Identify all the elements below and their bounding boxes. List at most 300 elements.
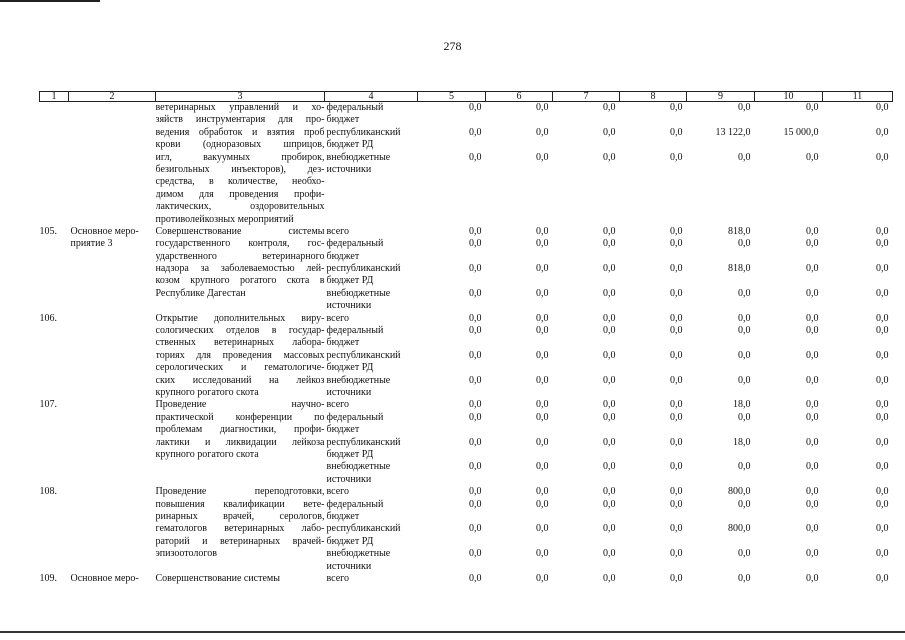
description-line: Проведение переподготовки,: [155, 486, 325, 498]
value-block: [823, 152, 889, 177]
amount-value: 0,0: [469, 523, 482, 535]
value-block: [486, 399, 549, 411]
amount-value: 0,0: [536, 126, 549, 138]
value-block: [620, 375, 683, 400]
header-cell-3: 3: [156, 92, 325, 102]
header-cell-7: 7: [553, 92, 620, 102]
funding-source: [327, 375, 418, 400]
amount-value: 0,0: [536, 436, 549, 448]
value-block: [755, 523, 819, 548]
value-block: [755, 399, 819, 411]
value-block: [486, 548, 549, 573]
description-line: ских исследований на лейкоз: [155, 374, 325, 386]
amount-value: 0,0: [536, 263, 549, 275]
amount-value: 0,0: [536, 498, 549, 510]
amount-value: 0,0: [670, 263, 683, 275]
amount-value: 0,0: [806, 411, 819, 423]
value-block: [823, 263, 889, 288]
amount-value: 0,0: [603, 349, 616, 361]
funding-source-label: внебюджетные: [326, 151, 391, 163]
amount-value: 0,0: [603, 461, 616, 473]
value-block: [823, 548, 889, 573]
amount-value: 0,0: [806, 312, 819, 324]
amount-value: 0,0: [469, 486, 482, 498]
amount-value: 0,0: [670, 287, 683, 299]
activity-description-cell: [156, 486, 325, 573]
amount-value: 0,0: [603, 263, 616, 275]
value-block: [486, 313, 549, 325]
amount-value: 0,0: [876, 374, 889, 386]
header-cell-2: 2: [69, 92, 156, 102]
amount-value: 0,0: [469, 126, 482, 138]
funding-source-label: республиканский: [326, 523, 401, 535]
value-block: [823, 127, 889, 152]
value-block: [755, 238, 819, 263]
value-block: [687, 375, 751, 400]
header-cell-8: 8: [620, 92, 687, 102]
value-block: [620, 461, 683, 486]
value-cell-col-8: [620, 399, 687, 486]
amount-value: 0,0: [806, 486, 819, 498]
description-line: эпизоотологов: [155, 548, 217, 560]
description-line: лактических, оздоровительных: [155, 201, 325, 213]
row-number: 106.: [39, 312, 57, 324]
amount-value: 0,0: [469, 349, 482, 361]
value-block: [620, 399, 683, 411]
amount-value: 0,0: [536, 225, 549, 237]
activity-name-cell: [69, 226, 156, 313]
amount-value: 0,0: [603, 312, 616, 324]
value-cell-col-8: [620, 573, 687, 585]
value-block: [755, 461, 819, 486]
value-cell-col-8: [620, 102, 687, 226]
activity-name-line: Основное меро-: [70, 225, 139, 237]
amount-value: 0,0: [536, 486, 549, 498]
funding-source: [327, 325, 418, 350]
amount-value: 0,0: [670, 548, 683, 560]
value-block: [418, 325, 482, 350]
value-block: [687, 313, 751, 325]
value-block: [418, 437, 482, 462]
description-line: Совершенствование системы: [155, 573, 280, 585]
description-line: сологических отделов в государ-: [155, 325, 325, 337]
value-block: [553, 263, 616, 288]
value-block: [418, 486, 482, 498]
funding-source-label: источники: [326, 163, 372, 175]
value-block: [486, 152, 549, 177]
row-number: 105.: [39, 225, 57, 237]
amount-value: 0,0: [738, 238, 751, 250]
amount-value: 18,0: [733, 399, 751, 411]
amount-value: 0,0: [670, 461, 683, 473]
value-cell-col-10: [755, 573, 823, 585]
funding-source-cell: [325, 486, 418, 573]
amount-value: 0,0: [806, 399, 819, 411]
amount-value: 0,0: [876, 411, 889, 423]
activity-description-cell: [156, 573, 325, 585]
activity-name-cell: [69, 573, 156, 585]
value-cell-col-5: [418, 226, 486, 313]
value-cell-col-9: [687, 226, 755, 313]
description-line: Открытие дополнительных виру-: [155, 312, 325, 324]
top-rule: [0, 0, 100, 2]
activity-name-cell: [69, 486, 156, 573]
value-block: [553, 238, 616, 263]
value-block: [553, 350, 616, 375]
amount-value: 0,0: [469, 151, 482, 163]
amount-value: 0,0: [469, 238, 482, 250]
value-block: [553, 313, 616, 325]
funding-source: [327, 350, 418, 375]
amount-value: 0,0: [536, 399, 549, 411]
funding-source-label: бюджет: [326, 114, 360, 126]
value-block: [823, 350, 889, 375]
description-line: государственного контроля, гос-: [155, 238, 325, 250]
value-block: [418, 375, 482, 400]
value-block: [553, 102, 616, 127]
amount-value: 0,0: [806, 151, 819, 163]
amount-value: 0,0: [738, 461, 751, 473]
funding-source: [327, 486, 418, 498]
amount-value: 0,0: [738, 374, 751, 386]
funding-source-label: внебюджетные: [326, 287, 391, 299]
value-block: [486, 412, 549, 437]
amount-value: 818,0: [728, 225, 751, 237]
row-number: 109.: [39, 573, 57, 585]
description-line: лактики и ликвидации лейкоза: [155, 436, 325, 448]
amount-value: 0,0: [876, 548, 889, 560]
value-cell-col-11: [823, 573, 893, 585]
value-cell-col-9: [687, 313, 755, 400]
amount-value: 0,0: [876, 238, 889, 250]
value-block: [620, 313, 683, 325]
amount-value: 0,0: [670, 573, 683, 585]
amount-value: 0,0: [469, 325, 482, 337]
description-line: ударственного ветеринарного: [155, 250, 325, 262]
value-block: [755, 350, 819, 375]
funding-source-label: республиканский: [326, 126, 401, 138]
value-block: [620, 226, 683, 238]
value-block: [823, 375, 889, 400]
amount-value: 0,0: [469, 411, 482, 423]
funding-source-label: бюджет: [326, 424, 360, 436]
description-line: ториях для проведения массовых: [155, 349, 325, 361]
funding-source-label: бюджет РД: [326, 275, 374, 287]
table-row: [40, 573, 893, 585]
value-block: [553, 226, 616, 238]
value-cell-col-11: [823, 399, 893, 486]
value-block: [553, 399, 616, 411]
amount-value: 0,0: [469, 312, 482, 324]
value-block: [486, 461, 549, 486]
value-block: [418, 461, 482, 486]
amount-value: 0,0: [536, 461, 549, 473]
row-number: 108.: [39, 486, 57, 498]
amount-value: 0,0: [536, 374, 549, 386]
value-cell-col-11: [823, 102, 893, 226]
value-block: [553, 461, 616, 486]
funding-source-label: всего: [326, 312, 350, 324]
description-line: ветеринарных управлений и хо-: [155, 102, 325, 113]
amount-value: 0,0: [876, 151, 889, 163]
value-block: [486, 238, 549, 263]
amount-value: 0,0: [670, 349, 683, 361]
value-block: [755, 548, 819, 573]
amount-value: 0,0: [670, 523, 683, 535]
amount-value: 0,0: [876, 436, 889, 448]
amount-value: 0,0: [603, 225, 616, 237]
funding-source: [327, 288, 418, 313]
value-block: [486, 288, 549, 313]
value-block: [553, 375, 616, 400]
value-cell-col-6: [486, 486, 553, 573]
value-block: [486, 375, 549, 400]
amount-value: 0,0: [670, 486, 683, 498]
value-block: [687, 152, 751, 177]
amount-value: 0,0: [670, 238, 683, 250]
amount-value: 0,0: [469, 102, 482, 113]
description-line: проблемам диагностики, профи-: [155, 424, 325, 436]
amount-value: 0,0: [806, 102, 819, 113]
value-block: [823, 412, 889, 437]
value-cell-col-10: [755, 226, 823, 313]
amount-value: 0,0: [469, 287, 482, 299]
activity-name-cell: [69, 313, 156, 400]
amount-value: 0,0: [738, 312, 751, 324]
value-block: [418, 523, 482, 548]
value-block: [620, 499, 683, 524]
value-block: [418, 350, 482, 375]
value-block: [620, 127, 683, 152]
funding-source: [327, 313, 418, 325]
funding-source: [327, 152, 418, 177]
amount-value: 0,0: [536, 102, 549, 113]
funding-source-label: бюджет: [326, 511, 360, 523]
funding-source: [327, 399, 418, 411]
activity-name-line: Основное меро-: [70, 573, 139, 585]
activity-description-cell: [156, 226, 325, 313]
amount-value: 13 122,0: [715, 126, 751, 138]
amount-value: 0,0: [670, 225, 683, 237]
amount-value: 0,0: [603, 151, 616, 163]
bottom-rule: [0, 631, 905, 633]
value-block: [823, 288, 889, 313]
value-block: [620, 263, 683, 288]
funding-source: [327, 548, 418, 573]
funding-source-label: бюджет РД: [326, 139, 374, 151]
funding-source: [327, 238, 418, 263]
value-block: [823, 325, 889, 350]
value-block: [418, 226, 482, 238]
value-block: [687, 102, 751, 127]
amount-value: 0,0: [876, 486, 889, 498]
value-block: [687, 437, 751, 462]
amount-value: 0,0: [806, 573, 819, 585]
value-block: [620, 350, 683, 375]
funding-source-label: всего: [326, 486, 350, 498]
value-block: [486, 325, 549, 350]
amount-value: 0,0: [738, 102, 751, 113]
funding-source-label: внебюджетные: [326, 374, 391, 386]
amount-value: 0,0: [536, 325, 549, 337]
funding-source: [327, 263, 418, 288]
value-cell-col-7: [553, 573, 620, 585]
funding-source-label: бюджет: [326, 250, 360, 262]
value-block: [486, 573, 549, 585]
funding-source-label: бюджет РД: [326, 362, 374, 374]
amount-value: 0,0: [536, 349, 549, 361]
value-block: [418, 102, 482, 127]
value-cell-col-6: [486, 226, 553, 313]
value-block: [687, 573, 751, 585]
description-line: ственных ветеринарных лабора-: [155, 337, 325, 349]
value-block: [620, 325, 683, 350]
activity-description-cell: [156, 102, 325, 226]
funding-source-cell: [325, 102, 418, 226]
value-cell-col-11: [823, 226, 893, 313]
amount-value: 0,0: [670, 374, 683, 386]
description-line: раторий и ветеринарных врачей-: [155, 535, 325, 547]
amount-value: 0,0: [536, 287, 549, 299]
funding-source: [327, 523, 418, 548]
description-line: зяйств инструментария для про-: [155, 114, 325, 126]
value-block: [687, 350, 751, 375]
value-block: [418, 238, 482, 263]
description-line: Совершенствование системы: [155, 225, 325, 237]
funding-source-label: федеральный: [326, 325, 384, 337]
amount-value: 0,0: [670, 498, 683, 510]
amount-value: 0,0: [469, 548, 482, 560]
funding-source-label: федеральный: [326, 498, 384, 510]
value-block: [755, 313, 819, 325]
value-cell-col-5: [418, 102, 486, 226]
value-block: [687, 486, 751, 498]
funding-source-label: федеральный: [326, 411, 384, 423]
value-block: [687, 226, 751, 238]
value-block: [687, 548, 751, 573]
value-cell-col-9: [687, 102, 755, 226]
amount-value: 0,0: [806, 523, 819, 535]
funding-source-label: республиканский: [326, 263, 401, 275]
row-number: 107.: [39, 399, 57, 411]
amount-value: 0,0: [603, 374, 616, 386]
amount-value: 0,0: [536, 151, 549, 163]
value-block: [553, 548, 616, 573]
description-line: крупного рогатого скота: [155, 449, 259, 461]
value-cell-col-5: [418, 399, 486, 486]
table-row: [40, 399, 893, 486]
amount-value: 0,0: [806, 325, 819, 337]
activity-name-cell: [69, 399, 156, 486]
value-block: [620, 548, 683, 573]
value-cell-col-9: [687, 573, 755, 585]
description-line: надзора за заболеваемостью лей-: [155, 263, 325, 275]
funding-source: [327, 226, 418, 238]
funding-source-label: республиканский: [326, 349, 401, 361]
activity-description-cell: [156, 399, 325, 486]
funding-source-label: источники: [326, 300, 372, 312]
amount-value: 0,0: [603, 411, 616, 423]
amount-value: 0,0: [876, 312, 889, 324]
row-number: [40, 102, 69, 226]
value-block: [823, 437, 889, 462]
amount-value: 0,0: [670, 151, 683, 163]
description-line: гематологов ветеринарных лабо-: [155, 523, 325, 535]
amount-value: 800,0: [728, 486, 751, 498]
value-cell-col-10: [755, 313, 823, 400]
amount-value: 0,0: [806, 225, 819, 237]
value-block: [755, 288, 819, 313]
header-row: [40, 92, 893, 102]
amount-value: 0,0: [738, 287, 751, 299]
value-block: [823, 399, 889, 411]
value-block: [687, 523, 751, 548]
value-block: [620, 437, 683, 462]
description-line: противолейкозных мероприятий: [155, 213, 294, 225]
value-block: [418, 152, 482, 177]
value-block: [620, 523, 683, 548]
page-number: 278: [443, 39, 462, 53]
funding-source-label: внебюджетные: [326, 461, 391, 473]
funding-source-label: республиканский: [326, 436, 401, 448]
value-cell-col-10: [755, 102, 823, 226]
funding-source-label: источники: [326, 473, 372, 485]
amount-value: 0,0: [806, 287, 819, 299]
value-block: [755, 412, 819, 437]
amount-value: 0,0: [603, 548, 616, 560]
amount-value: 0,0: [603, 486, 616, 498]
amount-value: 0,0: [670, 399, 683, 411]
value-block: [486, 263, 549, 288]
value-block: [553, 499, 616, 524]
funding-source-label: источники: [326, 387, 372, 399]
description-line: повышения квалификации вете-: [155, 498, 325, 510]
amount-value: 0,0: [806, 548, 819, 560]
value-block: [418, 288, 482, 313]
amount-value: 0,0: [603, 102, 616, 113]
description-line: безигольных инъекторов), дез-: [155, 163, 325, 175]
value-cell-col-11: [823, 486, 893, 573]
value-cell-col-10: [755, 399, 823, 486]
value-block: [486, 437, 549, 462]
table-row: [40, 102, 893, 226]
amount-value: 0,0: [536, 548, 549, 560]
amount-value: 0,0: [469, 498, 482, 510]
amount-value: 0,0: [670, 411, 683, 423]
amount-value: 0,0: [469, 263, 482, 275]
value-block: [755, 437, 819, 462]
table-row: [40, 313, 893, 400]
amount-value: 0,0: [603, 325, 616, 337]
value-block: [418, 548, 482, 573]
description-line: крови (одноразовых шприцов,: [155, 139, 325, 151]
value-cell-col-5: [418, 313, 486, 400]
amount-value: 18,0: [733, 436, 751, 448]
amount-value: 818,0: [728, 263, 751, 275]
value-block: [418, 263, 482, 288]
value-block: [823, 573, 889, 585]
funding-source-label: внебюджетные: [326, 548, 391, 560]
value-block: [687, 238, 751, 263]
amount-value: 0,0: [876, 225, 889, 237]
header-cell-10: 10: [755, 92, 823, 102]
value-block: [823, 226, 889, 238]
description-line: Проведение научно-: [155, 399, 325, 411]
funding-source-label: федеральный: [326, 238, 384, 250]
value-block: [755, 486, 819, 498]
funding-source-cell: [325, 399, 418, 486]
funding-source-label: источники: [326, 560, 372, 572]
